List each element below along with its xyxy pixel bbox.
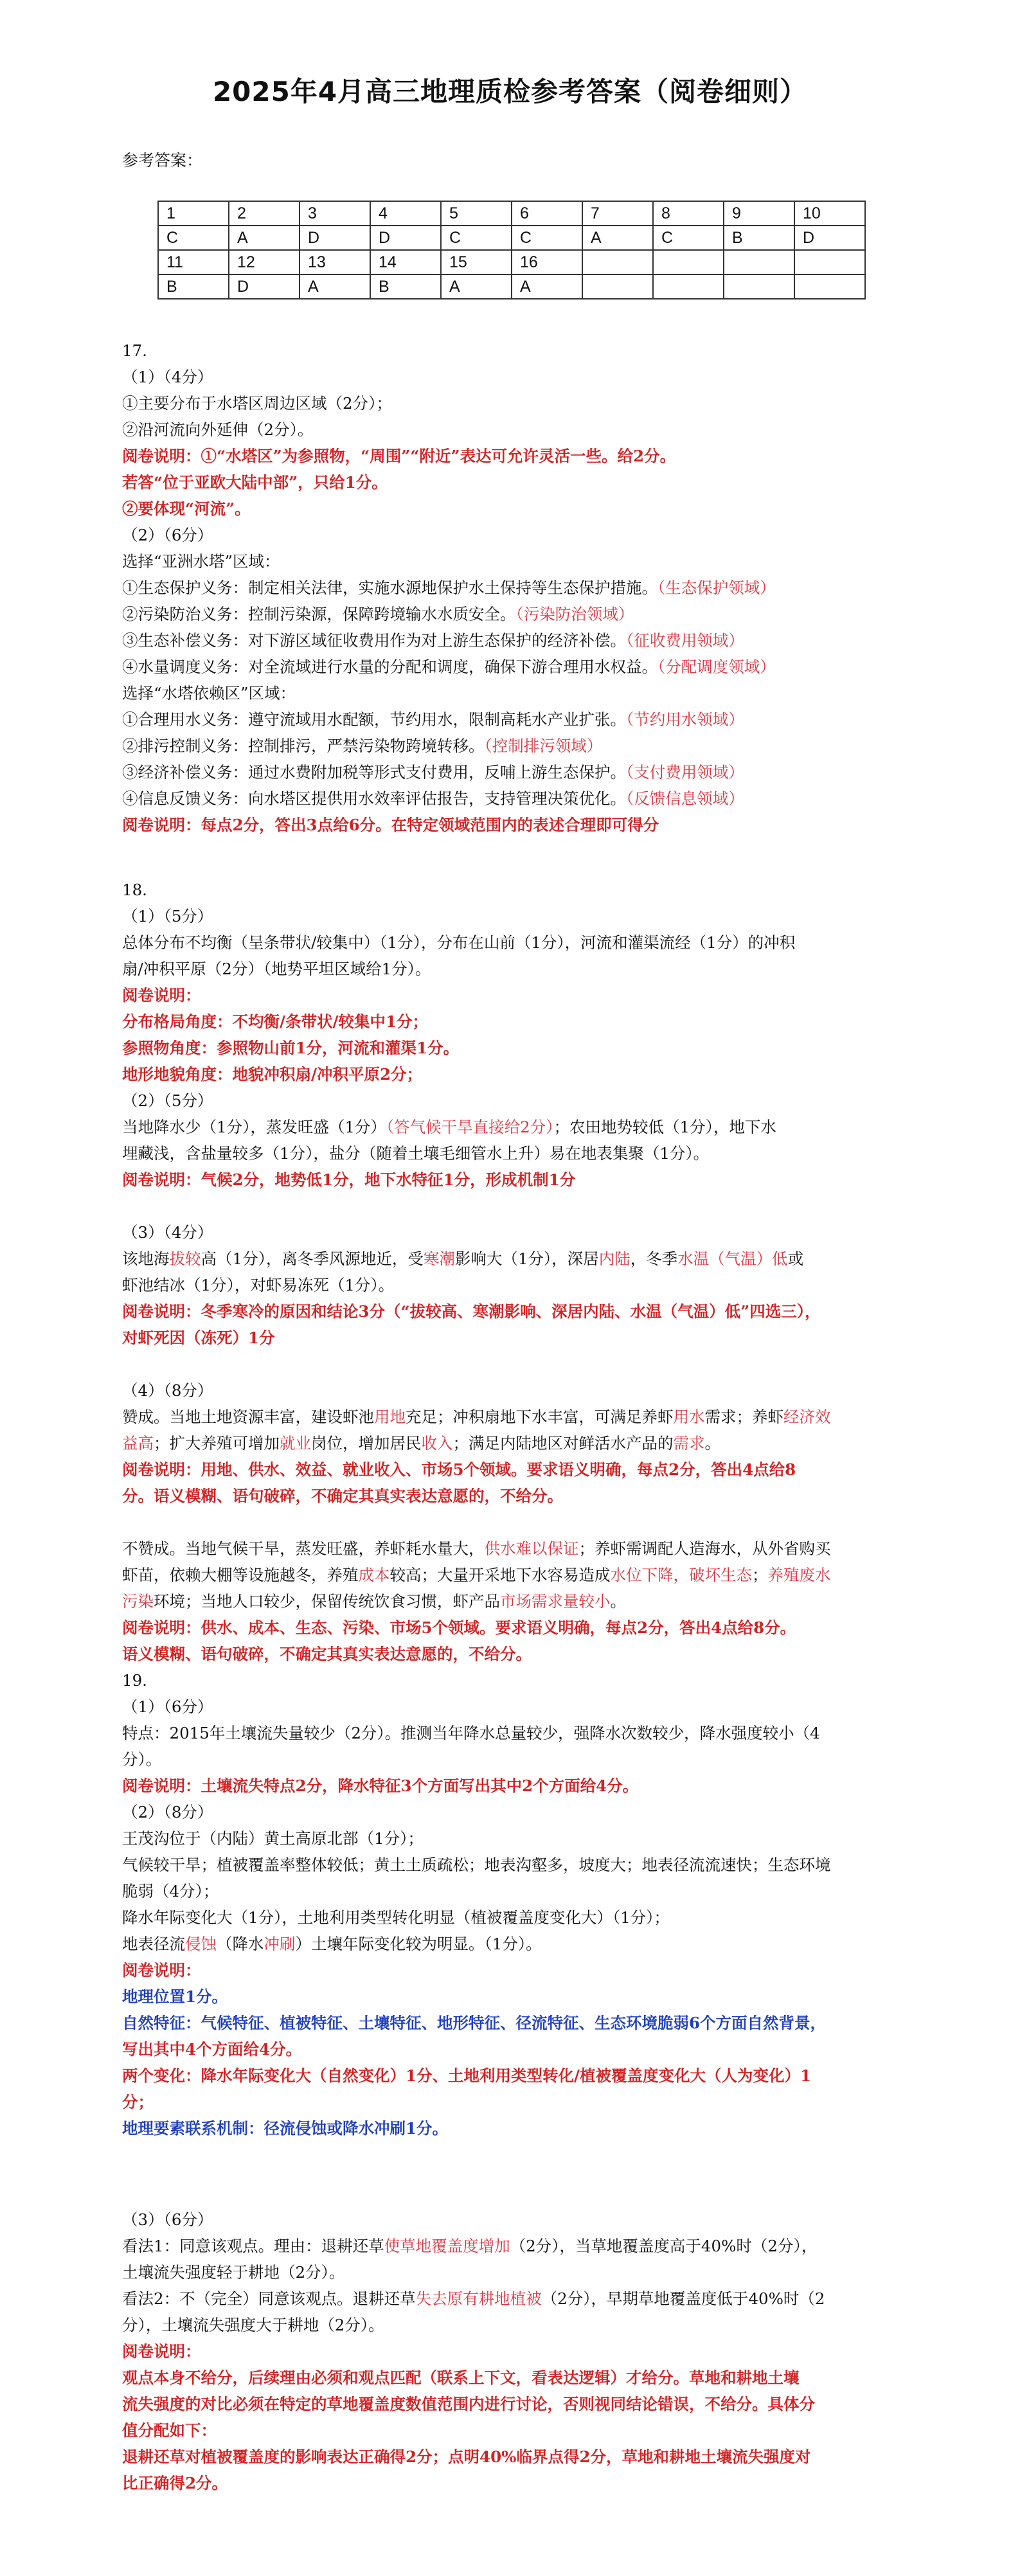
answer-table-cell: C [653, 226, 724, 250]
q19-p2-note: 自然特征：气候特征、植被特征、土壤特征、地形特征、径流特征、生态环境脆弱6个方面自然背景， [122, 2014, 827, 2032]
q17-p2-item: ①生态保护义务：制定相关法律，实施水源地保护水土保持等生态保护措施。（生态保护领域） [122, 578, 776, 597]
answer-table-cell: D [229, 274, 300, 299]
answer-table-cell: A [582, 226, 653, 250]
answer-table-cell: A [512, 274, 582, 299]
answer-table-cell: B [370, 274, 441, 299]
q19-p3-note: 阅卷说明： [122, 2342, 201, 2361]
q18-p1-note: 参照物角度：参照物山前1分，河流和灌渠1分。 [122, 1039, 460, 1057]
q19-p1-answer: 特点：2015年土壤流失量较少（2分）。推测当年降水总量较少，强降水次数较少，降水强度较小（4 [122, 1724, 820, 1742]
q19-p2-answer: 王茂沟位于（内陆）黄土高原北部（1分）； [122, 1829, 424, 1848]
q18-p2-note: 阅卷说明：气候2分，地势低1分，地下水特征1分，形成机制1分 [122, 1170, 576, 1189]
q19-p2-note: 写出其中4个方面给4分。 [122, 2040, 302, 2059]
q19-p2-answer: 气候较干旱；植被覆盖率整体较低；黄土土质疏松；地表沟壑多，坡度大；地表径流流速快；生态环境 [122, 1856, 831, 1874]
answer-table-cell: D [370, 226, 441, 250]
q17-number: 17. [122, 341, 147, 360]
q18-number: 18. [122, 881, 147, 899]
q19-p3-answer: 分），土壤流失强度大于耕地（2分）。 [122, 2316, 384, 2334]
answer-table-cell: 3 [300, 201, 370, 226]
q19-p3-note: 值分配如下： [122, 2421, 217, 2440]
q18-p4-disagree: 不赞成。当地气候干旱，蒸发旺盛，养虾耗水量大，供水难以保证；养虾需调配人造海水，从外省购买 [122, 1539, 831, 1558]
answer-table-cell [653, 250, 724, 274]
answer-table-cell: 14 [370, 250, 441, 274]
answer-content [122, 337, 932, 2496]
q18-p1-note: 阅卷说明： [122, 986, 201, 1005]
answer-table-cell: 16 [512, 250, 582, 274]
q17-p1-note: 若答“位于亚欧大陆中部”，只给1分。 [122, 473, 388, 492]
q19-p2-answer: 降水年际变化大（1分），土地利用类型转化明显（植被覆盖度变化大）（1分）； [122, 1908, 670, 1927]
q17-p2-note: 阅卷说明：每点2分，答出3点给6分。在特定领域范围内的表述合理即可得分 [122, 816, 659, 834]
q18-p4-agree-note: 分。语义模糊、语句破碎，不确定其真实表达意愿的，不给分。 [122, 1487, 563, 1505]
q17-p1-note: 阅卷说明：①“水塔区”为参照物，“周围”“附近”表达可允许灵活一些。给2分。 [122, 447, 676, 465]
answer-table-key-row [158, 274, 865, 299]
q18-p3-head: （3）（4分） [122, 1223, 213, 1242]
q19-p1-note: 阅卷说明：土壤流失特点2分，降水特征3个方面写出其中2个方面给4分。 [122, 1776, 639, 1795]
answer-table-cell: 9 [724, 201, 794, 226]
answer-table-cell: A [441, 274, 512, 299]
answer-table-cell: 8 [653, 201, 724, 226]
q18-p3-note: 阅卷说明：冬季寒冷的原因和结论3分（“拔较高、寒潮影响、深居内陆、水温（气温）低”四选三）， [122, 1302, 821, 1321]
answer-table-cell [653, 274, 724, 299]
q17-p2-select: 选择“亚洲水塔”区域： [122, 552, 280, 571]
q19-p3-note: 退耕还草对植被覆盖度的影响表达正确得2分；点明40%临界点得2分，草地和耕地土壤流失强度对 [122, 2447, 811, 2466]
q18-p4-disagree-note: 语义模糊、语句破碎，不确定其真实表达意愿的，不给分。 [122, 1645, 532, 1663]
q19-p3-note: 比正确得2分。 [122, 2474, 228, 2492]
q19-number: 19. [122, 1671, 147, 1690]
answer-table-cell: D [794, 226, 865, 250]
answer-table-cell [724, 250, 794, 274]
q19-p2-note: 地理要素联系机制：径流侵蚀或降水冲刷1分。 [122, 2119, 449, 2138]
answer-table-cell: C [158, 226, 229, 250]
q19-p1-head: （1）（6分） [122, 1697, 213, 1716]
q18-p4-head: （4）（8分） [122, 1381, 213, 1400]
q18-p1-head: （1）（5分） [122, 907, 213, 926]
answer-table [157, 201, 866, 300]
answer-table-cell [582, 250, 653, 274]
q18-p3-note: 对虾死因（冻死）1分 [122, 1328, 275, 1347]
answer-table-cell [582, 274, 653, 299]
q19-p2-note: 阅卷说明： [122, 1961, 201, 1980]
q17-p1-note: ②要体现“河流”。 [122, 499, 251, 518]
q17-p2-item: ③经济补偿义务：通过水费附加税等形式支付费用，反哺上游生态保护。（支付费用领域） [122, 763, 744, 782]
answer-table-key-row [158, 226, 865, 250]
q19-p3-answer: 土壤流失强度轻于耕地（2分）。 [122, 2263, 345, 2282]
q19-p3-note: 流失强度的对比必须在特定的草地覆盖度数值范围内进行讨论，否则视同结论错误，不给分。具体分 [122, 2395, 815, 2413]
q17-p2-select: 选择“水塔依赖区”区域： [122, 684, 296, 702]
q17-p2-item: ④信息反馈义务：向水塔区提供用水效率评估报告，支持管理决策优化。（反馈信息领域） [122, 789, 744, 808]
q19-p2-head: （2）（8分） [122, 1803, 213, 1821]
answer-table-cell: 2 [229, 201, 300, 226]
answer-table-cell: 12 [229, 250, 300, 274]
q17-p2-list-a [122, 575, 932, 680]
q17-p2-item: ②污染防治义务：控制污染源，保障跨境输水水质安全。（污染防治领域） [122, 605, 634, 623]
q18-p2-head: （2）（5分） [122, 1091, 213, 1110]
answer-table-cell: D [300, 226, 370, 250]
answer-table-cell [794, 274, 865, 299]
q17-p2-list-b [122, 706, 932, 812]
q18-p1-answer: 总体分布不均衡（呈条带状/较集中）（1分），分布在山前（1分），河流和灌渠流经（1分）的冲积 [122, 933, 796, 952]
q19-p2-note: 分； [122, 2093, 154, 2111]
q18-p1-note: 地形地貌角度：地貌冲积扇/冲积平原2分； [122, 1065, 422, 1084]
q18-p3-answer: 虾池结冰（1分），对虾易冻死（1分）。 [122, 1276, 395, 1294]
q17-p2-item: ④水量调度义务：对全流域进行水量的分配和调度，确保下游合理用水权益。（分配调度领域） [122, 657, 776, 676]
q18-p4-disagree: 污染环境；当地人口较少，保留传统饮食习惯，虾产品市场需求量较小。 [122, 1592, 626, 1611]
q19-p3-head: （3）（6分） [122, 2210, 213, 2229]
q17-p2-item: ①合理用水义务：遵守流域用水配额，节约用水，限制高耗水产业扩张。（节约用水领域） [122, 710, 744, 729]
q19-p3-note: 观点本身不给分，后续理由必须和观点匹配（联系上下文，看表达逻辑）才给分。草地和耕地土壤 [122, 2368, 800, 2387]
q19-p2-answer: 脆弱（4分）； [122, 1882, 219, 1901]
answer-table-cell: C [512, 226, 582, 250]
answer-table-cell: 6 [512, 201, 582, 226]
answer-table-cell: C [441, 226, 512, 250]
answer-table-number-row [158, 250, 865, 274]
q17-p1-answer: ②沿河流向外延伸（2分）。 [122, 420, 314, 439]
q19-p2-note: 地理位置1分。 [122, 1987, 228, 2006]
q17-p2-item: ②排污控制义务：控制排污，严禁污染物跨境转移。（控制排污领域） [122, 737, 603, 755]
answer-table-number-row [158, 201, 865, 226]
answer-table-cell: 10 [794, 201, 865, 226]
q19-p1-answer: 分）。 [122, 1750, 162, 1769]
answer-table-cell: 11 [158, 250, 229, 274]
answer-label: 参考答案： [122, 151, 203, 170]
q18-p2-answer: 当地降水少（1分），蒸发旺盛（1分）（答气候干旱直接给2分）；农田地势较低（1分），地下水 [122, 1118, 776, 1136]
answer-table-cell: 7 [582, 201, 653, 226]
answer-table-cell: A [229, 226, 300, 250]
q19-p2-note: 两个变化：降水年际变化大（自然变化）1分、土地利用类型转化/植被覆盖度变化大（人为变化）1 [122, 2066, 812, 2085]
q18-p1-note: 分布格局角度：不均衡/条带状/较集中1分； [122, 1012, 428, 1031]
answer-table-cell [794, 250, 865, 274]
q17-p1-head: （1）（4分） [122, 368, 213, 386]
q18-p4-agree: 益高；扩大养殖可增加就业岗位，增加居民收入；满足内陆地区对鲜活水产品的需求。 [122, 1434, 720, 1453]
q18-p4-agree: 赞成。当地土地资源丰富，建设虾池用地充足；冲积扇地下水丰富，可满足养虾用水需求；养虾经济效 [122, 1408, 831, 1426]
q17-p2-head: （2）（6分） [122, 526, 213, 544]
answer-table-cell: 5 [441, 201, 512, 226]
answer-table-cell: 15 [441, 250, 512, 274]
page-title: 2025年4月高三地理质检参考答案（阅卷细则） [212, 76, 808, 107]
q19-p3-answer: 看法2：不（完全）同意该观点。退耕还草失去原有耕地植被（2分），早期草地覆盖度低于40%时（2 [122, 2289, 825, 2308]
answer-table-cell [724, 274, 794, 299]
q17-p2-item: ③生态补偿义务：对下游区域征收费用作为对上游生态保护的经济补偿。（征收费用领域） [122, 631, 744, 650]
answer-table-cell: B [158, 274, 229, 299]
q17-p1-answer: ①主要分布于水塔区周边区域（2分）； [122, 394, 392, 413]
q18-p4-disagree: 虾苗，依赖大棚等设施越冬，养殖成本较高；大量开采地下水容易造成水位下降，破坏生态；养殖废水 [122, 1566, 831, 1584]
q18-p4-agree-note: 阅卷说明：用地、供水、效益、就业收入、市场5个领域。要求语义明确，每点2分，答出4点给8 [122, 1460, 796, 1479]
answer-table-cell: 13 [300, 250, 370, 274]
q19-p3-answer: 看法1：同意该观点。理由：退耕还草使草地覆盖度增加（2分），当草地覆盖度高于40%时（2分）， [122, 2237, 818, 2255]
q18-p2-answer: 埋藏浅，含盐量较多（1分），盐分（随着土壤毛细管水上升）易在地表集聚（1分）。 [122, 1144, 710, 1163]
q18-p4-disagree-note: 阅卷说明：供水、成本、生态、污染、市场5个领域。要求语义明确，每点2分，答出4点给8分。 [122, 1618, 796, 1637]
answer-table-cell: A [300, 274, 370, 299]
q18-p1-answer: 扇/冲积平原（2分）（地势平坦区域给1分）。 [122, 960, 431, 978]
q19-p2-answer: 地表径流侵蚀（降水冲刷）土壤年际变化较为明显。（1分）。 [122, 1935, 542, 1953]
answer-table-cell: B [724, 226, 794, 250]
answer-table-cell: 1 [158, 201, 229, 226]
answer-table-cell: 4 [370, 201, 441, 226]
q18-p3-answer: 该地海拔较高（1分），离冬季风源地近，受寒潮影响大（1分），深居内陆，冬季水温（气温）低或 [122, 1249, 804, 1268]
